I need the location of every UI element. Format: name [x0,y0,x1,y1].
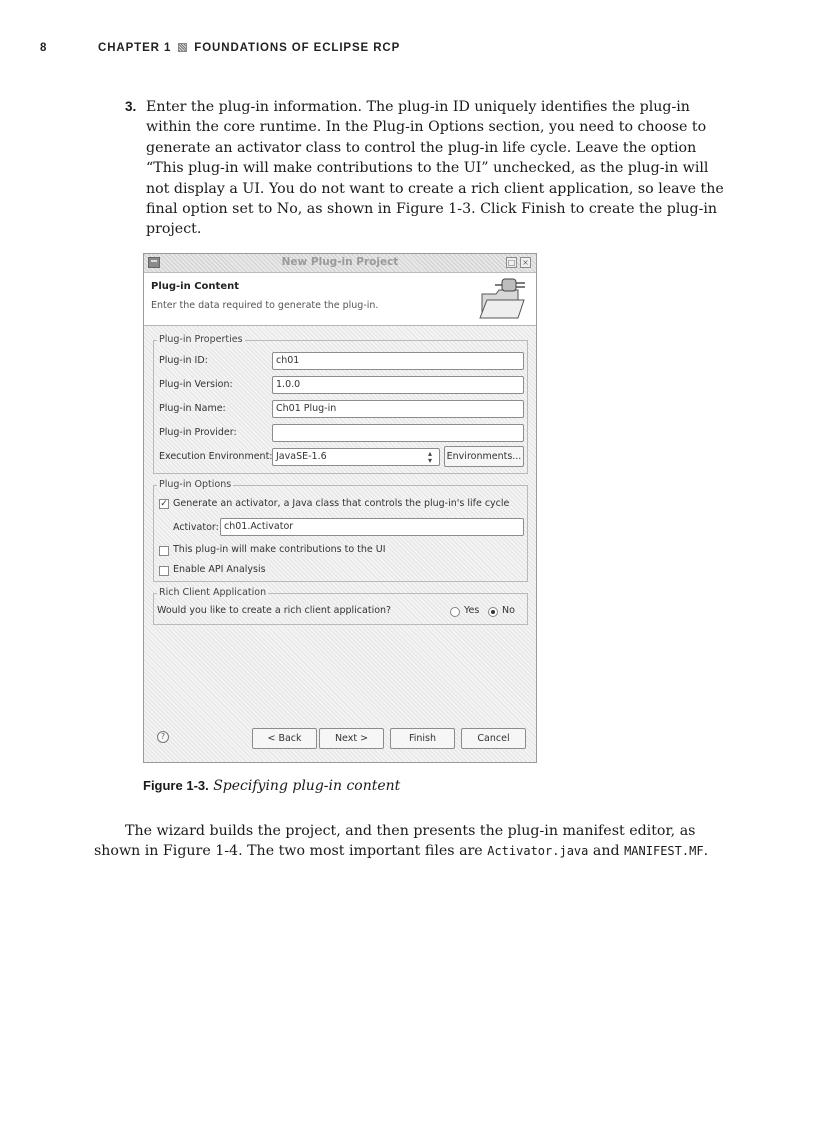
finish-button[interactable]: Finish [390,728,455,749]
plugin-version-label: Plug-in Version: [159,379,233,390]
separator-icon [178,43,187,52]
rich-client-application-group [153,587,528,625]
group-title: Plug-in Properties [159,334,243,345]
rcp-no-radio[interactable] [488,607,498,617]
plugin-name-input[interactable]: Ch01 Plug-in [272,400,524,418]
maximize-icon[interactable]: □ [507,258,516,267]
cancel-button[interactable]: Cancel [461,728,526,749]
next-button[interactable]: Next > [319,728,384,749]
back-button[interactable]: < Back [252,728,317,749]
execution-environment-select[interactable] [272,448,440,466]
generate-activator-checkbox[interactable]: ✓ [160,499,168,509]
content-description: Enter the data required to generate the plug-in. [151,300,379,311]
caption-label: Figure 1-3. [143,778,209,793]
combo-arrows-icon: ▴ ▾ [427,449,432,465]
close-icon[interactable]: × [520,257,531,268]
body-paragraph [94,821,724,862]
folder-plugin-icon [478,276,530,322]
content-title: Plug-in Content [151,281,240,292]
step-3 [125,97,725,240]
dialog-title: New Plug-in Project [281,256,399,268]
rcp-yes-label: Yes [464,605,480,616]
step-text: Enter the plug-in information. The plug-in ID uniquely identifies the plug-in within the core runtime. In the Plug-in Options section, you need to choose to generate an activator class to control the plug-in life cycle. Leave the option “This plug-in will make contributions to the UI” unchecked, as the plug-in will not display a UI. You do not want to create a rich client application, so leave the final option set to No, as shown in Figure 1-3. Click Finish to create the plug-in project. [146,99,724,238]
group-title: Rich Client Application [159,587,267,598]
rcp-no-label: No [502,605,515,616]
wizard-header [144,273,536,326]
plugin-properties-group [153,334,528,474]
chapter-title: FOUNDATIONS OF ECLIPSE RCP [194,42,401,54]
dialog-titlebar [144,254,536,273]
ui-contributions-checkbox[interactable] [159,546,169,556]
activator-input[interactable]: ch01.Activator [220,518,524,536]
activator-label: Activator: [173,522,219,533]
figure-caption [143,778,400,794]
page-number: 8 [40,42,48,54]
paragraph-text: and [588,843,625,860]
caption-text: Specifying plug-in content [213,778,401,794]
running-head [98,42,400,54]
chapter-label: CHAPTER 1 [98,42,172,54]
paragraph-text: . [703,843,709,860]
plugin-provider-input[interactable] [272,424,524,442]
rcp-question: Would you like to create a rich client application? [157,605,392,616]
execution-environment-value: JavaSE-1.6 [276,451,327,462]
api-analysis-label: Enable API Analysis [173,564,266,575]
plugin-version-input[interactable]: 1.0.0 [272,376,524,394]
generate-activator-label: Generate an activator, a Java class that controls the plug-in's life cycle [173,498,510,509]
paragraph-text: The wizard builds the project, and then presents the plug-in manifest editor, as shown in Figure 1-4. The two most important files are [94,823,696,860]
group-title: Plug-in Options [159,479,232,490]
rcp-yes-radio[interactable] [450,607,460,617]
plugin-id-input[interactable]: ch01 [272,352,524,370]
plugin-id-label: Plug-in ID: [159,355,208,366]
code-manifest-mf: MANIFEST.MF [624,844,704,859]
api-analysis-checkbox[interactable] [159,566,169,576]
help-icon[interactable]: ? [157,731,169,743]
plugin-options-group [153,479,528,582]
environments-button[interactable]: Environments... [444,446,524,467]
ui-contributions-label: This plug-in will make contributions to the UI [173,544,386,555]
page-header [40,42,776,60]
new-plugin-project-dialog [143,253,537,763]
step-number: 3. [125,99,137,114]
execution-environment-label: Execution Environment: [159,451,273,462]
plugin-provider-label: Plug-in Provider: [159,427,237,438]
plugin-name-label: Plug-in Name: [159,403,226,414]
code-activator-java: Activator.java [487,844,589,859]
